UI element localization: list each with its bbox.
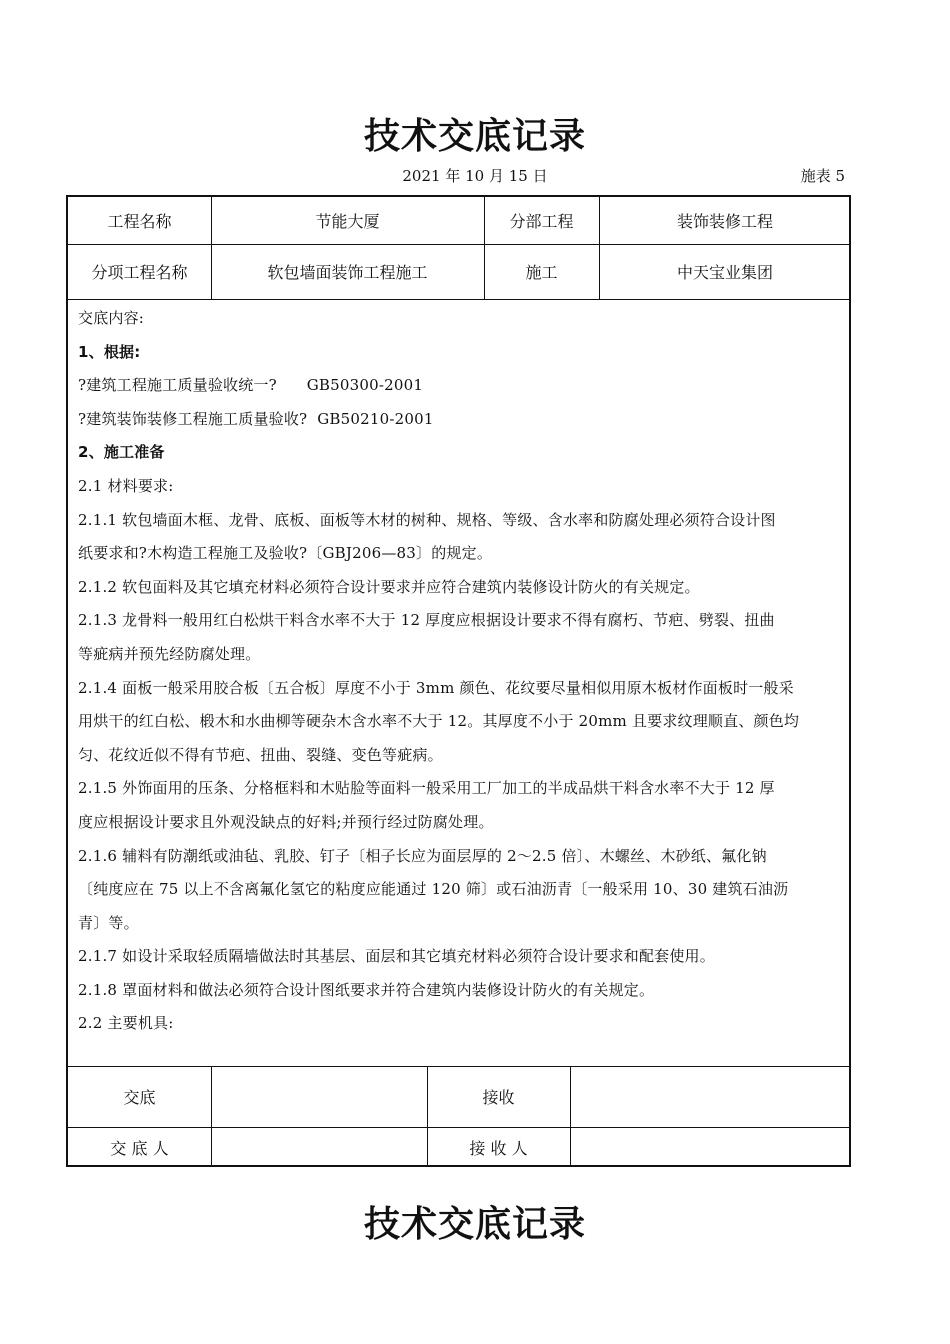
record-date: 2021 年 10 月 15 日 xyxy=(402,167,548,185)
receive-field xyxy=(570,1066,851,1127)
content-line: 〔纯度应在 75 以上不含离氟化氢它的粘度应能通过 120 筛〕或石油沥青〔一般采用 10、30 建筑石油沥 xyxy=(78,880,789,899)
handover-field xyxy=(211,1066,427,1127)
content-line: 度应根据设计要求且外观没缺点的好料;并预行经过防腐处理。 xyxy=(78,812,494,831)
content-line: 2.2 主要机具: xyxy=(78,1014,174,1033)
receiver-field xyxy=(570,1127,851,1167)
receiver-label: 接 收 人 xyxy=(469,1138,528,1158)
content-line: 2.1.2 软包面料及其它填充材料必须符合设计要求并应符合建筑内装修设计防火的有关规定。 xyxy=(78,577,700,596)
content-line: 2.1.3 龙骨料一般用红白松烘干料含水率不大于 12 厚度应根据设计要求不得有腐朽、节疤、劈裂、扭曲 xyxy=(78,611,775,630)
content-line: 等疵病并预先经防腐处理。 xyxy=(78,644,261,663)
receive-label: 接收 xyxy=(482,1088,515,1107)
handover-person-field xyxy=(211,1127,427,1167)
content-line: 2.1.1 软包墙面木框、龙骨、底板、面板等木材的树种、规格、等级、含水率和防腐处理必须符合设计图 xyxy=(78,510,776,529)
content-line: 2.1.4 面板一般采用胶合板〔五合板〕厚度不小于 3mm 颜色、花纹要尽量相似用原木板材作面板时一般采 xyxy=(78,678,794,697)
division-label: 分部工程 xyxy=(509,212,574,231)
section-heading: 2、施工准备 xyxy=(78,443,165,462)
record-table xyxy=(66,195,851,1167)
handover-content xyxy=(78,302,841,1041)
form-number: 施表 5 xyxy=(800,167,845,185)
content-line: ?建筑装饰装修工程施工质量验收? GB50210-2001 xyxy=(78,409,434,428)
division-value: 装饰装修工程 xyxy=(676,212,773,231)
content-line: 匀、花纹近似不得有节疤、扭曲、裂缝、变色等疵病。 xyxy=(78,745,443,764)
row-divider xyxy=(68,299,849,300)
subitem-value: 软包墙面装饰工程施工 xyxy=(267,263,428,282)
page-title: 技术交底记录 xyxy=(363,116,586,157)
content-line: 纸要求和?木构造工程施工及验收?〔GBJ206—83〕的规定。 xyxy=(78,544,493,563)
content-line: 青〕等。 xyxy=(78,913,139,932)
project-name-label: 工程名称 xyxy=(107,212,172,231)
content-line: 用烘干的红白松、椴木和水曲柳等硬杂木含水率不大于 12。其厚度不小于 20mm 且要求纹理顺直、颜色均 xyxy=(78,712,800,731)
handover-person-label: 交 底 人 xyxy=(110,1138,169,1158)
contractor-value: 中天宝业集团 xyxy=(676,263,773,282)
section-heading: 1、根据: xyxy=(78,342,141,361)
subitem-label: 分项工程名称 xyxy=(91,263,188,282)
content-line: 2.1.6 辅料有防潮纸或油毡、乳胶、钉子〔相子长应为面层厚的 2～2.5 倍〕、木螺丝、木砂纸、氟化钠 xyxy=(78,846,767,865)
next-page-title: 技术交底记录 xyxy=(363,1204,586,1245)
project-name-value: 节能大厦 xyxy=(315,212,380,231)
content-line: ?建筑工程施工质量验收统一? GB50300-2001 xyxy=(78,376,424,395)
content-line: 2.1.8 罩面材料和做法必须符合设计图纸要求并符合建筑内装修设计防火的有关规定。 xyxy=(78,980,655,999)
contractor-label: 施工 xyxy=(525,263,558,282)
content-line: 2.1.5 外饰面用的压条、分格框料和木贴脸等面料一般采用工厂加工的半成品烘干料含水率不大于 12 厚 xyxy=(78,779,775,798)
content-line: 2.1 材料要求: xyxy=(78,476,174,495)
handover-label: 交底 xyxy=(123,1088,156,1107)
content-line: 2.1.7 如设计采取轻质隔墙做法时其基层、面层和其它填充材料必须符合设计要求和配套使用。 xyxy=(78,947,715,966)
content-heading: 交底内容: xyxy=(78,309,145,327)
